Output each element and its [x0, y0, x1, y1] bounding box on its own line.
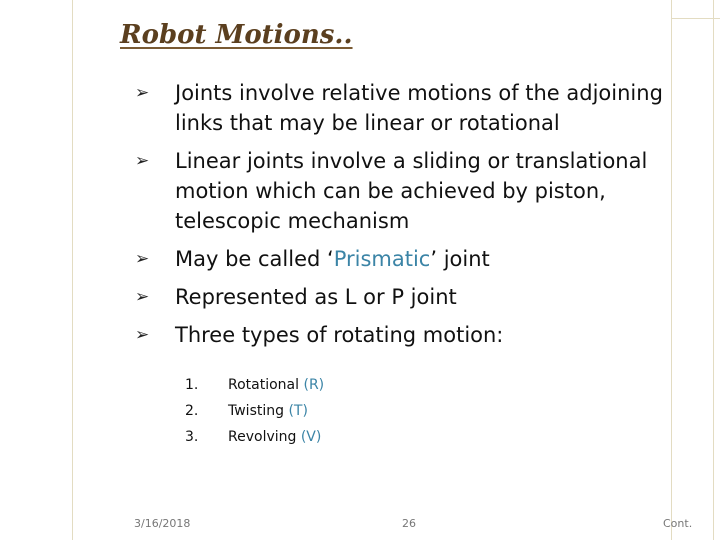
bullet-text	[175, 244, 710, 274]
sublist-number: 2.	[185, 403, 199, 419]
bullet-text-pre: May be called ‘	[175, 247, 334, 271]
motion-code: (T)	[288, 403, 308, 419]
sublist-number: 3.	[185, 429, 199, 445]
sublist-item	[185, 372, 324, 398]
arrow-bullet-icon: ➢	[135, 325, 150, 345]
motion-code: (R)	[303, 377, 325, 393]
sublist-item	[185, 424, 324, 450]
footer-date: 3/16/2018	[134, 517, 191, 530]
bullet-list	[135, 78, 710, 358]
bullet-text: Linear joints involve a sliding or translational motion which can be achieved by piston, telescopic mechanism	[175, 149, 648, 233]
arrow-bullet-icon: ➢	[135, 151, 150, 171]
frame-top-right-corner	[672, 0, 720, 19]
prismatic-term: Prismatic	[333, 247, 431, 271]
motion-name: Twisting	[228, 403, 285, 419]
bullet-text: Represented as L or P joint	[175, 285, 457, 309]
bullet-text-post: ’ joint	[430, 247, 490, 271]
frame-left-border	[0, 0, 73, 540]
sublist-label	[228, 398, 308, 424]
motion-code: (V)	[300, 429, 322, 445]
bullet-item	[135, 320, 710, 350]
motion-name: Rotational	[228, 377, 300, 393]
bullet-text: Joints involve relative motions of the adjoining links that may be linear or rotational	[175, 81, 663, 135]
arrow-bullet-icon: ➢	[135, 249, 150, 269]
bullet-item	[135, 244, 710, 274]
arrow-bullet-icon: ➢	[135, 83, 150, 103]
frame-right-inner-line	[713, 0, 714, 540]
bullet-item	[135, 78, 710, 138]
numbered-sublist	[185, 372, 324, 450]
bullet-item	[135, 282, 710, 312]
arrow-bullet-icon: ➢	[135, 287, 150, 307]
sublist-item	[185, 398, 324, 424]
footer-page-number: 26	[402, 517, 416, 530]
sublist-label	[228, 424, 321, 450]
bullet-text: Three types of rotating motion:	[175, 323, 504, 347]
sublist-number: 1.	[185, 377, 199, 393]
slide-title: Robot Motions..	[120, 20, 353, 50]
sublist-label	[228, 372, 324, 398]
bullet-item	[135, 146, 710, 236]
footer-continued: Cont.	[663, 517, 693, 530]
motion-name: Revolving	[228, 429, 297, 445]
